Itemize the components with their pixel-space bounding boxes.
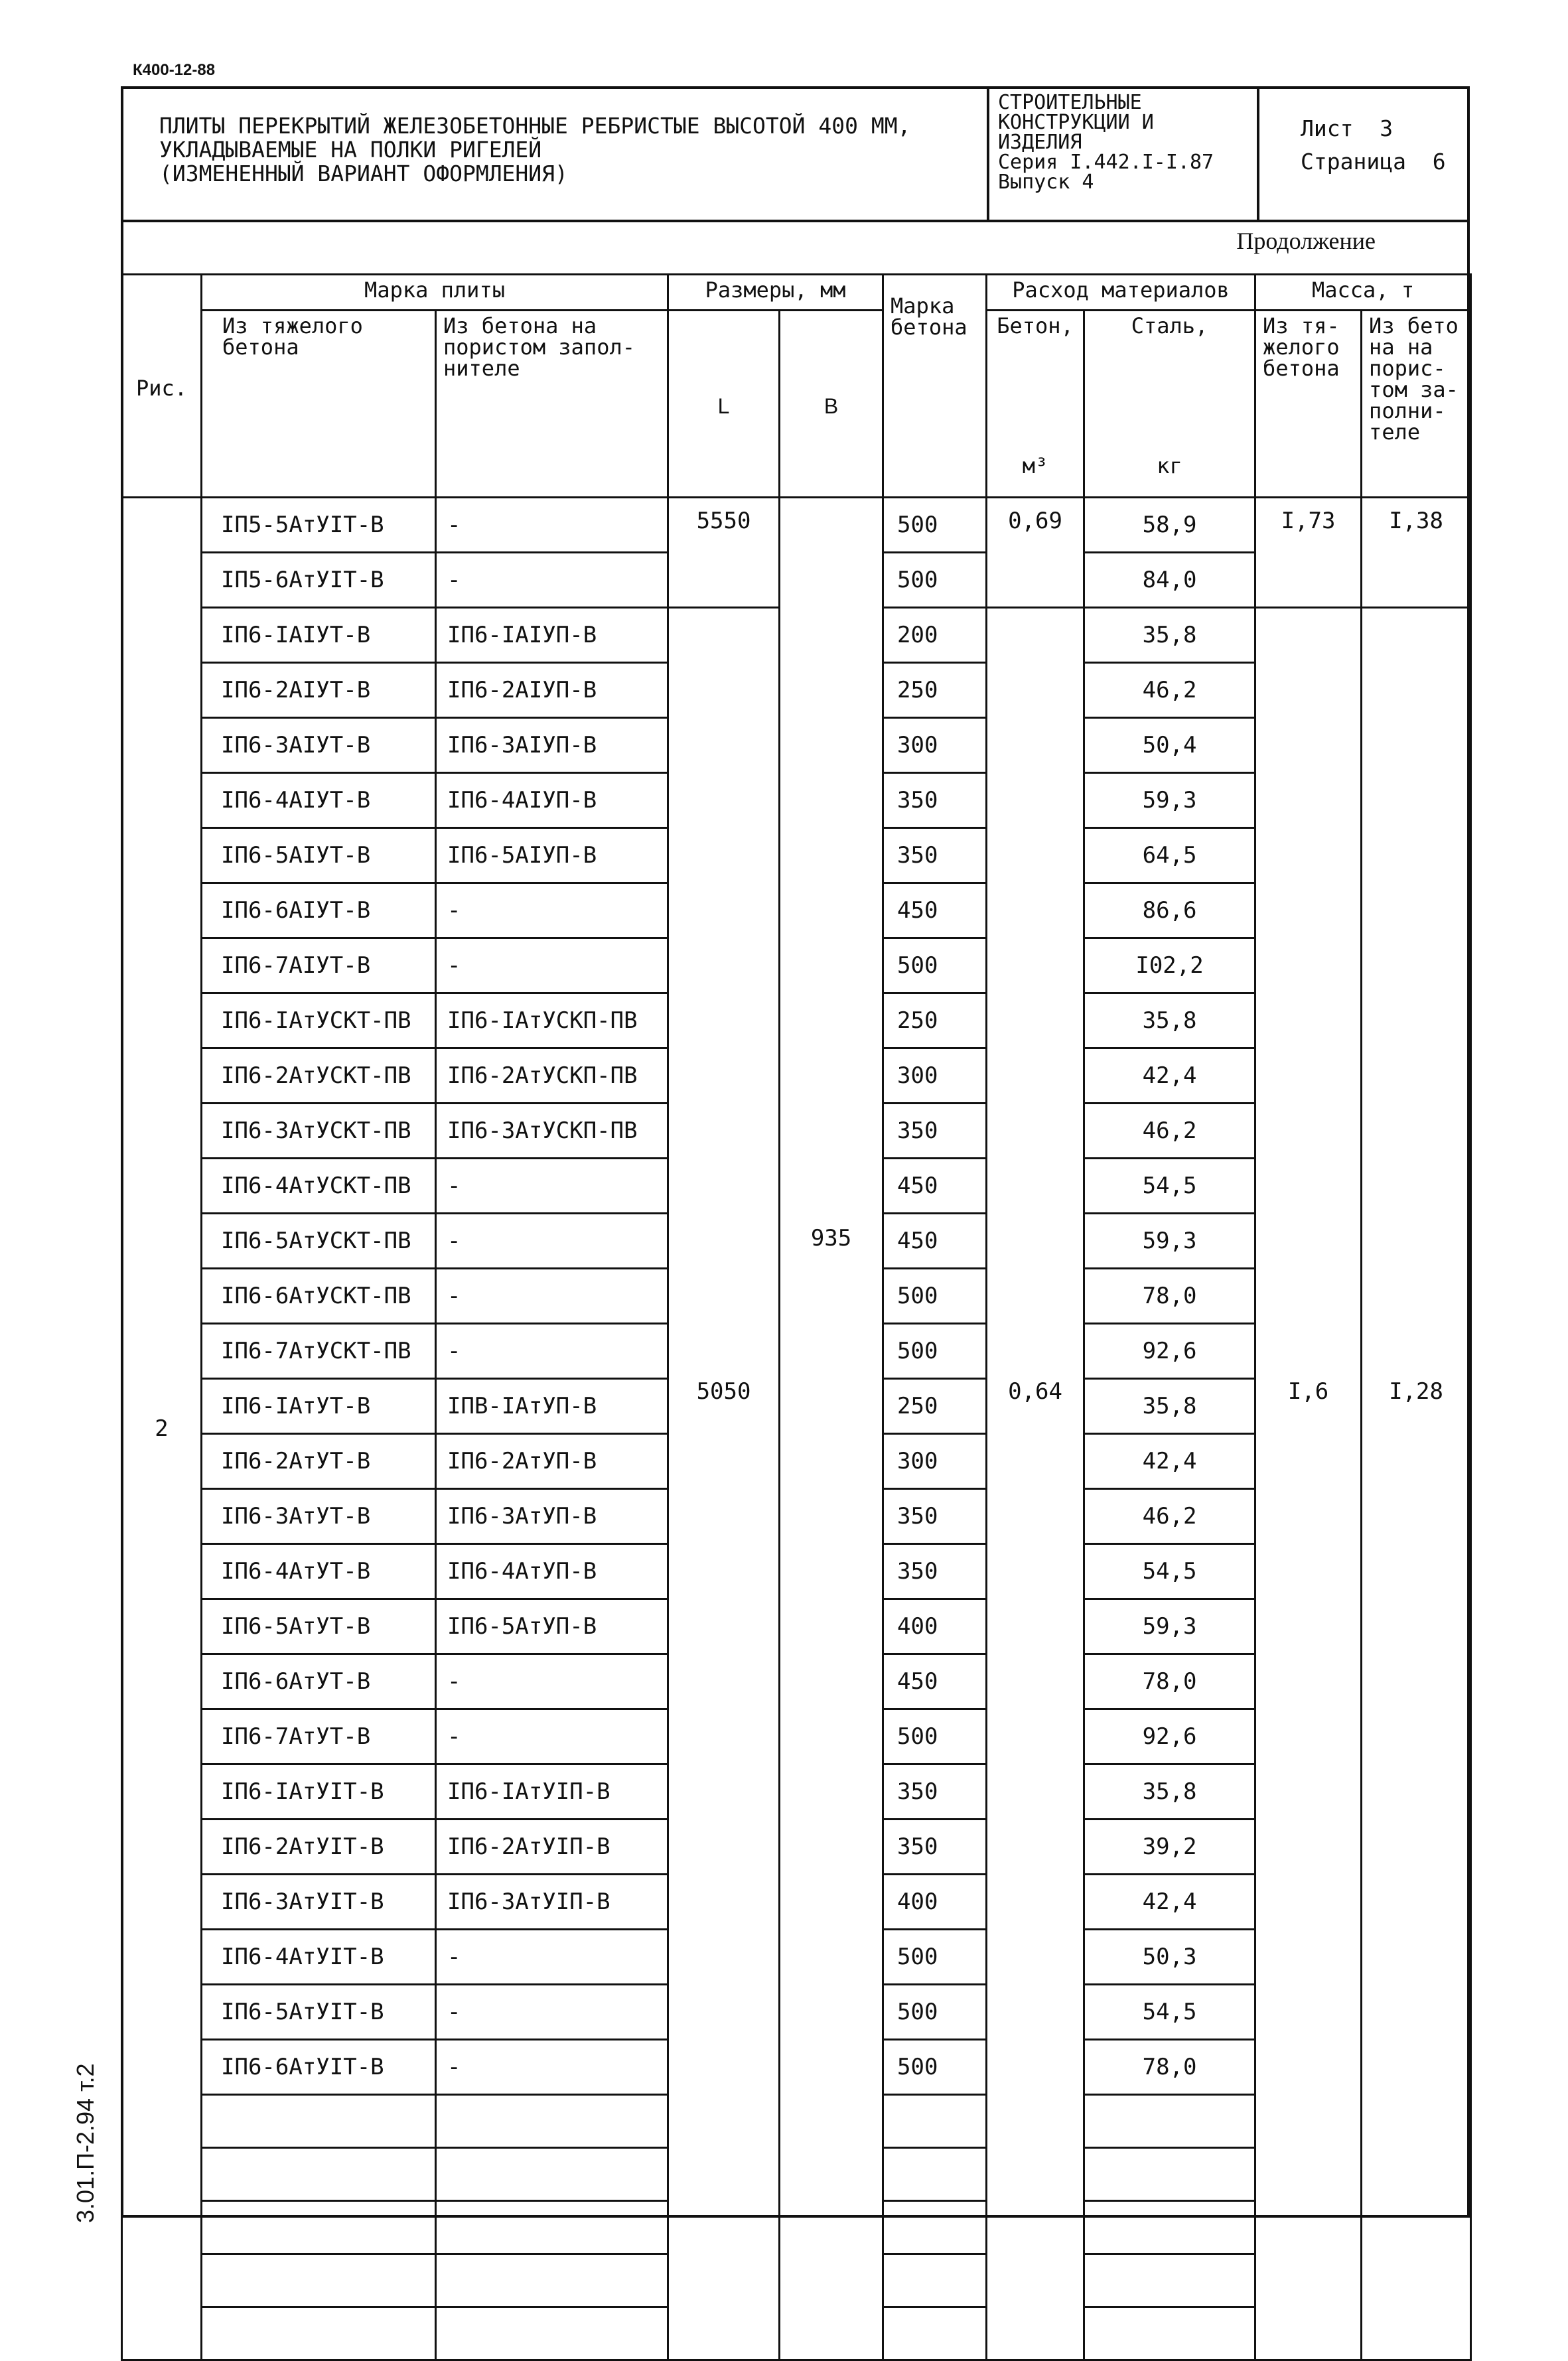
mark-porous-cell (436, 2254, 668, 2307)
header-mark-porous: Из бетона на пористом запол- нителе (436, 311, 668, 498)
concrete-grade-cell: 400 (883, 1875, 987, 1930)
mark-porous-cell (436, 2201, 668, 2254)
mark-heavy-cell (202, 2254, 436, 2307)
steel-cell (1084, 2307, 1255, 2360)
steel-cell: 92,6 (1084, 1324, 1255, 1379)
specs-table (121, 273, 1472, 2361)
mark-porous-cell: IП6-2АIУП-В (436, 663, 668, 718)
document-code: К400-12-88 (133, 61, 216, 79)
steel-cell: 54,5 (1084, 1544, 1255, 1599)
mark-porous-cell: - (436, 1324, 668, 1379)
mark-heavy-cell: IП6-7АтУТ-В (202, 1709, 436, 1764)
mark-porous-cell: IП6-2АтУП-В (436, 1434, 668, 1489)
mark-heavy-cell: IП5-6АтУIТ-В (202, 553, 436, 608)
mark-porous-cell (436, 2095, 668, 2148)
concrete-grade-cell: 450 (883, 883, 987, 938)
concrete-grade-cell: 300 (883, 718, 987, 773)
mark-heavy-cell: IП6-6АтУСКТ-ПВ (202, 1269, 436, 1324)
mark-heavy-cell: IП6-3АтУТ-В (202, 1489, 436, 1544)
header-concrete-grade: Марка бетона (883, 275, 987, 498)
mark-heavy-cell: IП6-5АтУТ-В (202, 1599, 436, 1654)
mark-porous-cell: IП6-4АтУП-В (436, 1544, 668, 1599)
steel-cell: 58,9 (1084, 498, 1255, 553)
header-steel-label: Сталь, (1131, 313, 1208, 338)
steel-cell: 54,5 (1084, 1985, 1255, 2040)
mark-heavy-cell: IП6-IАIУТ-В (202, 608, 436, 663)
mark-heavy-cell: IП6-4АтУСКТ-ПВ (202, 1159, 436, 1214)
concrete-grade-cell (883, 2148, 987, 2201)
steel-cell: 46,2 (1084, 663, 1255, 718)
mark-heavy-cell: IП6-2АтУIТ-В (202, 1820, 436, 1875)
concrete-grade-cell: 350 (883, 1104, 987, 1159)
mark-porous-cell: IП6-IАтУСКП-ПВ (436, 993, 668, 1048)
mark-heavy-cell: IП6-6АтУТ-В (202, 1654, 436, 1709)
mark-porous-cell: - (436, 1654, 668, 1709)
mark-heavy-cell: IП6-4АIУТ-В (202, 773, 436, 828)
steel-cell: 59,3 (1084, 1599, 1255, 1654)
mass-heavy-cell: I,6 (1255, 608, 1362, 2360)
mark-heavy-cell: IП6-IАтУСКТ-ПВ (202, 993, 436, 1048)
mark-heavy-cell: IП6-IАтУIТ-В (202, 1764, 436, 1820)
concrete-grade-cell: 500 (883, 1985, 987, 2040)
mark-heavy-cell: IП6-6АIУТ-В (202, 883, 436, 938)
concrete-grade-cell: 500 (883, 1324, 987, 1379)
concrete-grade-cell: 500 (883, 498, 987, 553)
concrete-grade-cell: 350 (883, 773, 987, 828)
length-cell: 5050 (668, 608, 780, 2360)
concrete-grade-cell: 450 (883, 1214, 987, 1269)
concrete-grade-cell: 500 (883, 553, 987, 608)
concrete-grade-cell: 500 (883, 1709, 987, 1764)
concrete-grade-cell (883, 2201, 987, 2254)
header-concrete-unit: м³ (1022, 453, 1048, 478)
mark-porous-cell: - (436, 1269, 668, 1324)
steel-cell: 59,3 (1084, 773, 1255, 828)
mark-heavy-cell (202, 2201, 436, 2254)
concrete-grade-cell: 350 (883, 828, 987, 883)
side-stamp: 3.01.П-2.94 т.2 (72, 2063, 99, 2223)
mark-porous-cell: - (436, 1709, 668, 1764)
specs-body (122, 498, 1471, 2360)
steel-cell: 42,4 (1084, 1048, 1255, 1104)
steel-cell (1084, 2201, 1255, 2254)
steel-cell: 46,2 (1084, 1489, 1255, 1544)
steel-cell: I02,2 (1084, 938, 1255, 993)
mark-heavy-cell (202, 2148, 436, 2201)
mark-heavy-cell: IП6-3АтУIТ-В (202, 1875, 436, 1930)
length-cell: 5550 (668, 498, 780, 608)
mark-porous-cell: - (436, 883, 668, 938)
concrete-grade-cell: 200 (883, 608, 987, 663)
header-mark: Марка плиты (202, 275, 668, 311)
mark-heavy-cell: IП6-2АIУТ-В (202, 663, 436, 718)
concrete-volume-cell: 0,69 (987, 498, 1084, 608)
steel-cell: 78,0 (1084, 2040, 1255, 2095)
concrete-grade-cell: 450 (883, 1159, 987, 1214)
steel-cell: 59,3 (1084, 1214, 1255, 1269)
steel-cell: 39,2 (1084, 1820, 1255, 1875)
steel-cell: 50,4 (1084, 718, 1255, 773)
steel-cell: 54,5 (1084, 1159, 1255, 1214)
mark-porous-cell: - (436, 498, 668, 553)
concrete-grade-cell: 300 (883, 1048, 987, 1104)
concrete-grade-cell: 350 (883, 1489, 987, 1544)
mark-heavy-cell: IП6-2АтУСКТ-ПВ (202, 1048, 436, 1104)
title-block (121, 86, 1470, 222)
mark-porous-cell (436, 2307, 668, 2360)
steel-cell (1084, 2095, 1255, 2148)
series-block: СТРОИТЕЛЬНЫЕ КОНСТРУКЦИИ И ИЗДЕЛИЯ Серия I.442.I-I.87 Выпуск 4 (998, 91, 1214, 194)
mark-porous-cell: IПВ-IАтУП-В (436, 1379, 668, 1434)
mark-heavy-cell: IП6-3АIУТ-В (202, 718, 436, 773)
header-L: L (668, 311, 780, 498)
header-concrete (987, 311, 1084, 498)
header-mass-porous: Из бето на на порис- том за- полни- теле (1362, 311, 1471, 498)
steel-cell: 84,0 (1084, 553, 1255, 608)
header-mass-heavy: Из тя- желого бетона (1255, 311, 1362, 498)
steel-cell: 35,8 (1084, 1379, 1255, 1434)
mark-porous-cell: - (436, 1159, 668, 1214)
header-materials: Расход материалов (987, 275, 1255, 311)
mark-heavy-cell: IП6-3АтУСКТ-ПВ (202, 1104, 436, 1159)
concrete-grade-cell: 250 (883, 663, 987, 718)
mark-heavy-cell: IП6-6АтУIТ-В (202, 2040, 436, 2095)
steel-cell: 42,4 (1084, 1875, 1255, 1930)
mark-porous-cell: IП6-5АIУП-В (436, 828, 668, 883)
mark-porous-cell: IП6-2АтУIП-В (436, 1820, 668, 1875)
mark-heavy-cell: IП6-7АтУСКТ-ПВ (202, 1324, 436, 1379)
steel-cell: 92,6 (1084, 1709, 1255, 1764)
steel-cell: 35,8 (1084, 608, 1255, 663)
mark-porous-cell: IП6-5АтУП-В (436, 1599, 668, 1654)
concrete-grade-cell (883, 2095, 987, 2148)
concrete-volume-cell: 0,64 (987, 608, 1084, 2360)
mark-porous-cell: IП6-IАтУIП-В (436, 1764, 668, 1820)
mass-heavy-cell: I,73 (1255, 498, 1362, 608)
mark-heavy-cell: IП6-4АтУТ-В (202, 1544, 436, 1599)
mark-porous-cell: IП6-IАIУП-В (436, 608, 668, 663)
mark-heavy-cell: IП6-IАтУТ-В (202, 1379, 436, 1434)
mark-porous-cell: - (436, 1930, 668, 1985)
concrete-grade-cell (883, 2307, 987, 2360)
header-mass: Масса, т (1255, 275, 1471, 311)
mark-heavy-cell: IП6-5АIУТ-В (202, 828, 436, 883)
header-B: B (780, 311, 883, 498)
mark-porous-cell (436, 2148, 668, 2201)
steel-cell: 64,5 (1084, 828, 1255, 883)
mark-heavy-cell: IП6-5АтУIТ-В (202, 1985, 436, 2040)
steel-cell: 35,8 (1084, 1764, 1255, 1820)
concrete-grade-cell: 250 (883, 993, 987, 1048)
mark-porous-cell: IП6-4АIУП-В (436, 773, 668, 828)
steel-cell: 78,0 (1084, 1654, 1255, 1709)
header-steel (1084, 311, 1255, 498)
concrete-grade-cell: 450 (883, 1654, 987, 1709)
mark-heavy-cell: IП5-5АтУIТ-В (202, 498, 436, 553)
concrete-grade-cell: 400 (883, 1599, 987, 1654)
concrete-grade-cell: 300 (883, 1434, 987, 1489)
concrete-grade-cell: 250 (883, 1379, 987, 1434)
header-sizes: Размеры, мм (668, 275, 883, 311)
concrete-grade-cell: 500 (883, 2040, 987, 2095)
mark-porous-cell: IП6-3АIУП-В (436, 718, 668, 773)
concrete-grade-cell: 350 (883, 1544, 987, 1599)
page-number: Страница 6 (1301, 149, 1446, 175)
mark-porous-cell: - (436, 1214, 668, 1269)
mark-porous-cell: - (436, 553, 668, 608)
mark-porous-cell: - (436, 1985, 668, 2040)
concrete-grade-cell: 500 (883, 1930, 987, 1985)
continuation-label: Продолжение (1236, 228, 1376, 254)
mass-porous-cell: I,28 (1362, 608, 1471, 2360)
steel-cell (1084, 2148, 1255, 2201)
mark-heavy-cell: IП6-7АIУТ-В (202, 938, 436, 993)
header-concrete-label: Бетон, (997, 313, 1074, 338)
steel-cell: 78,0 (1084, 1269, 1255, 1324)
mark-heavy-cell (202, 2307, 436, 2360)
header-mark-heavy: Из тяжелого бетона (202, 311, 436, 498)
steel-cell (1084, 2254, 1255, 2307)
mark-porous-cell: - (436, 2040, 668, 2095)
mark-porous-cell: IП6-3АтУП-В (436, 1489, 668, 1544)
mark-heavy-cell: IП6-5АтУСКТ-ПВ (202, 1214, 436, 1269)
mark-heavy-cell: IП6-2АтУТ-В (202, 1434, 436, 1489)
mark-porous-cell: IП6-3АтУIП-В (436, 1875, 668, 1930)
fig-cell: 2 (122, 498, 202, 2360)
title-divider-2 (1257, 86, 1259, 222)
header-fig: Рис. (122, 275, 202, 498)
mark-porous-cell: IП6-3АтУСКП-ПВ (436, 1104, 668, 1159)
sheet-number: Лист 3 (1301, 115, 1393, 141)
width-cell: 935 (780, 498, 883, 2360)
steel-cell: 46,2 (1084, 1104, 1255, 1159)
mark-porous-cell: IП6-2АтУСКП-ПВ (436, 1048, 668, 1104)
mark-porous-cell: - (436, 938, 668, 993)
document-title: ПЛИТЫ ПЕРЕКРЫТИЙ ЖЕЛЕЗОБЕТОННЫЕ РЕБРИСТЫЕ ВЫСОТОЙ 400 ММ, УКЛАДЫВАЕМЫЕ НА ПОЛКИ РИГЕЛЕЙ (ИЗМЕНЕННЫЙ ВАРИАНТ ОФОРМЛЕНИЯ) (159, 113, 911, 186)
concrete-grade-cell: 350 (883, 1764, 987, 1820)
concrete-grade-cell: 500 (883, 1269, 987, 1324)
header-steel-unit: кг (1157, 453, 1182, 478)
steel-cell: 42,4 (1084, 1434, 1255, 1489)
concrete-grade-cell: 350 (883, 1820, 987, 1875)
table-row (122, 498, 1471, 553)
concrete-grade-cell (883, 2254, 987, 2307)
mass-porous-cell: I,38 (1362, 498, 1471, 608)
steel-cell: 50,3 (1084, 1930, 1255, 1985)
steel-cell: 35,8 (1084, 993, 1255, 1048)
title-divider-1 (987, 86, 989, 222)
mark-heavy-cell: IП6-4АтУIТ-В (202, 1930, 436, 1985)
concrete-grade-cell: 500 (883, 938, 987, 993)
mark-heavy-cell (202, 2095, 436, 2148)
steel-cell: 86,6 (1084, 883, 1255, 938)
